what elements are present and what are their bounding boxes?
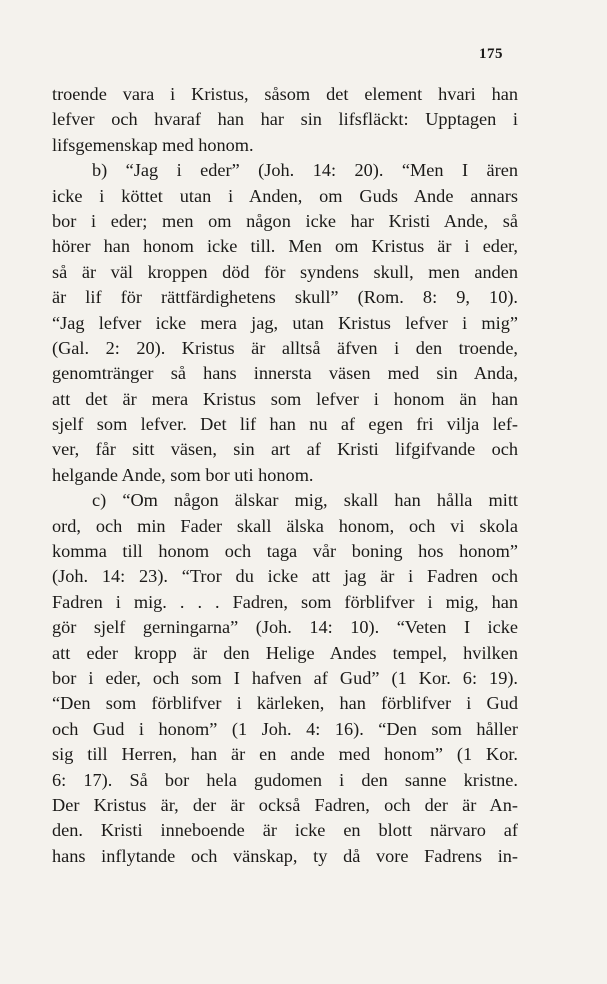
text-line: ver, får sitt väsen, sin art af Kristi lifgifvande och: [52, 439, 518, 460]
text-line: gör sjelf gerningarna” (Joh. 14: 10). “Veten I icke: [52, 617, 518, 638]
text-line: helgande Ande, som bor uti honom.: [52, 464, 314, 485]
text-line: komma till honom och taga vår boning hos honom”: [52, 541, 518, 562]
text-line: Fadren i mig. . . . Fadren, som förblifver i mig, han: [52, 591, 518, 612]
text-line: icke i köttet utan i Anden, om Guds Ande annars: [52, 185, 518, 206]
text-line: att eder kropp är den Helige Andes tempel, hvilken: [52, 642, 518, 663]
text-line: bor i eder, och som I hafven af Gud” (1 Kor. 6: 19).: [52, 667, 518, 688]
text-line: “Jag lefver icke mera jag, utan Kristus lefver i mig”: [52, 312, 518, 333]
text-line: (Joh. 14: 23). “Tror du icke att jag är i Fadren och: [52, 566, 518, 587]
text-line: troende vara i Kristus, såsom det element hvari han: [52, 84, 518, 104]
text-line: b) “Jag i eder” (Joh. 14: 20). “Men I ären: [92, 160, 518, 181]
text-line: 6: 17). Så bor hela gudomen i den sanne kristne.: [52, 769, 518, 790]
body-text: [52, 82, 518, 869]
text-line: bor i eder; men om någon icke har Kristi Ande, så: [52, 210, 518, 231]
text-line: genomtränger så hans innersta väsen med sin Anda,: [52, 363, 518, 384]
text-line: ord, och min Fader skall älska honom, och vi skola: [52, 515, 518, 536]
text-line: hörer han honom icke till. Men om Kristus är i eder,: [52, 236, 518, 257]
text-line: sjelf som lefver. Det lif han nu af egen fri vilja lef-: [52, 414, 518, 435]
text-line: c) “Om någon älskar mig, skall han hålla mitt: [92, 490, 518, 511]
text-line: Der Kristus är, der är också Fadren, och der är An-: [52, 794, 518, 815]
text-line: den. Kristi inneboende är icke en blott närvaro af: [52, 820, 518, 841]
text-line: så är väl kroppen död för syndens skull, men anden: [52, 261, 518, 282]
text-line: sig till Herren, han är en ande med honom” (1 Kor.: [52, 744, 518, 765]
text-line: lefver och hvaraf han har sin lifsfläckt: Upptagen i: [52, 109, 518, 130]
text-line: lifsgemenskap med honom.: [52, 134, 254, 155]
text-line: hans inflytande och vänskap, ty då vore Fadrens in-: [52, 845, 518, 866]
page-number: 175: [479, 46, 503, 62]
text-line: är lif för rättfärdighetens skull” (Rom. 8: 9, 10).: [52, 287, 518, 308]
text-line: “Den som förblifver i kärleken, han förblifver i Gud: [52, 693, 518, 714]
text-line: (Gal. 2: 20). Kristus är alltså äfven i den troende,: [52, 337, 518, 358]
text-line: att det är mera Kristus som lefver i honom än han: [52, 388, 518, 409]
text-line: och Gud i honom” (1 Joh. 4: 16). “Den som håller: [52, 718, 518, 739]
